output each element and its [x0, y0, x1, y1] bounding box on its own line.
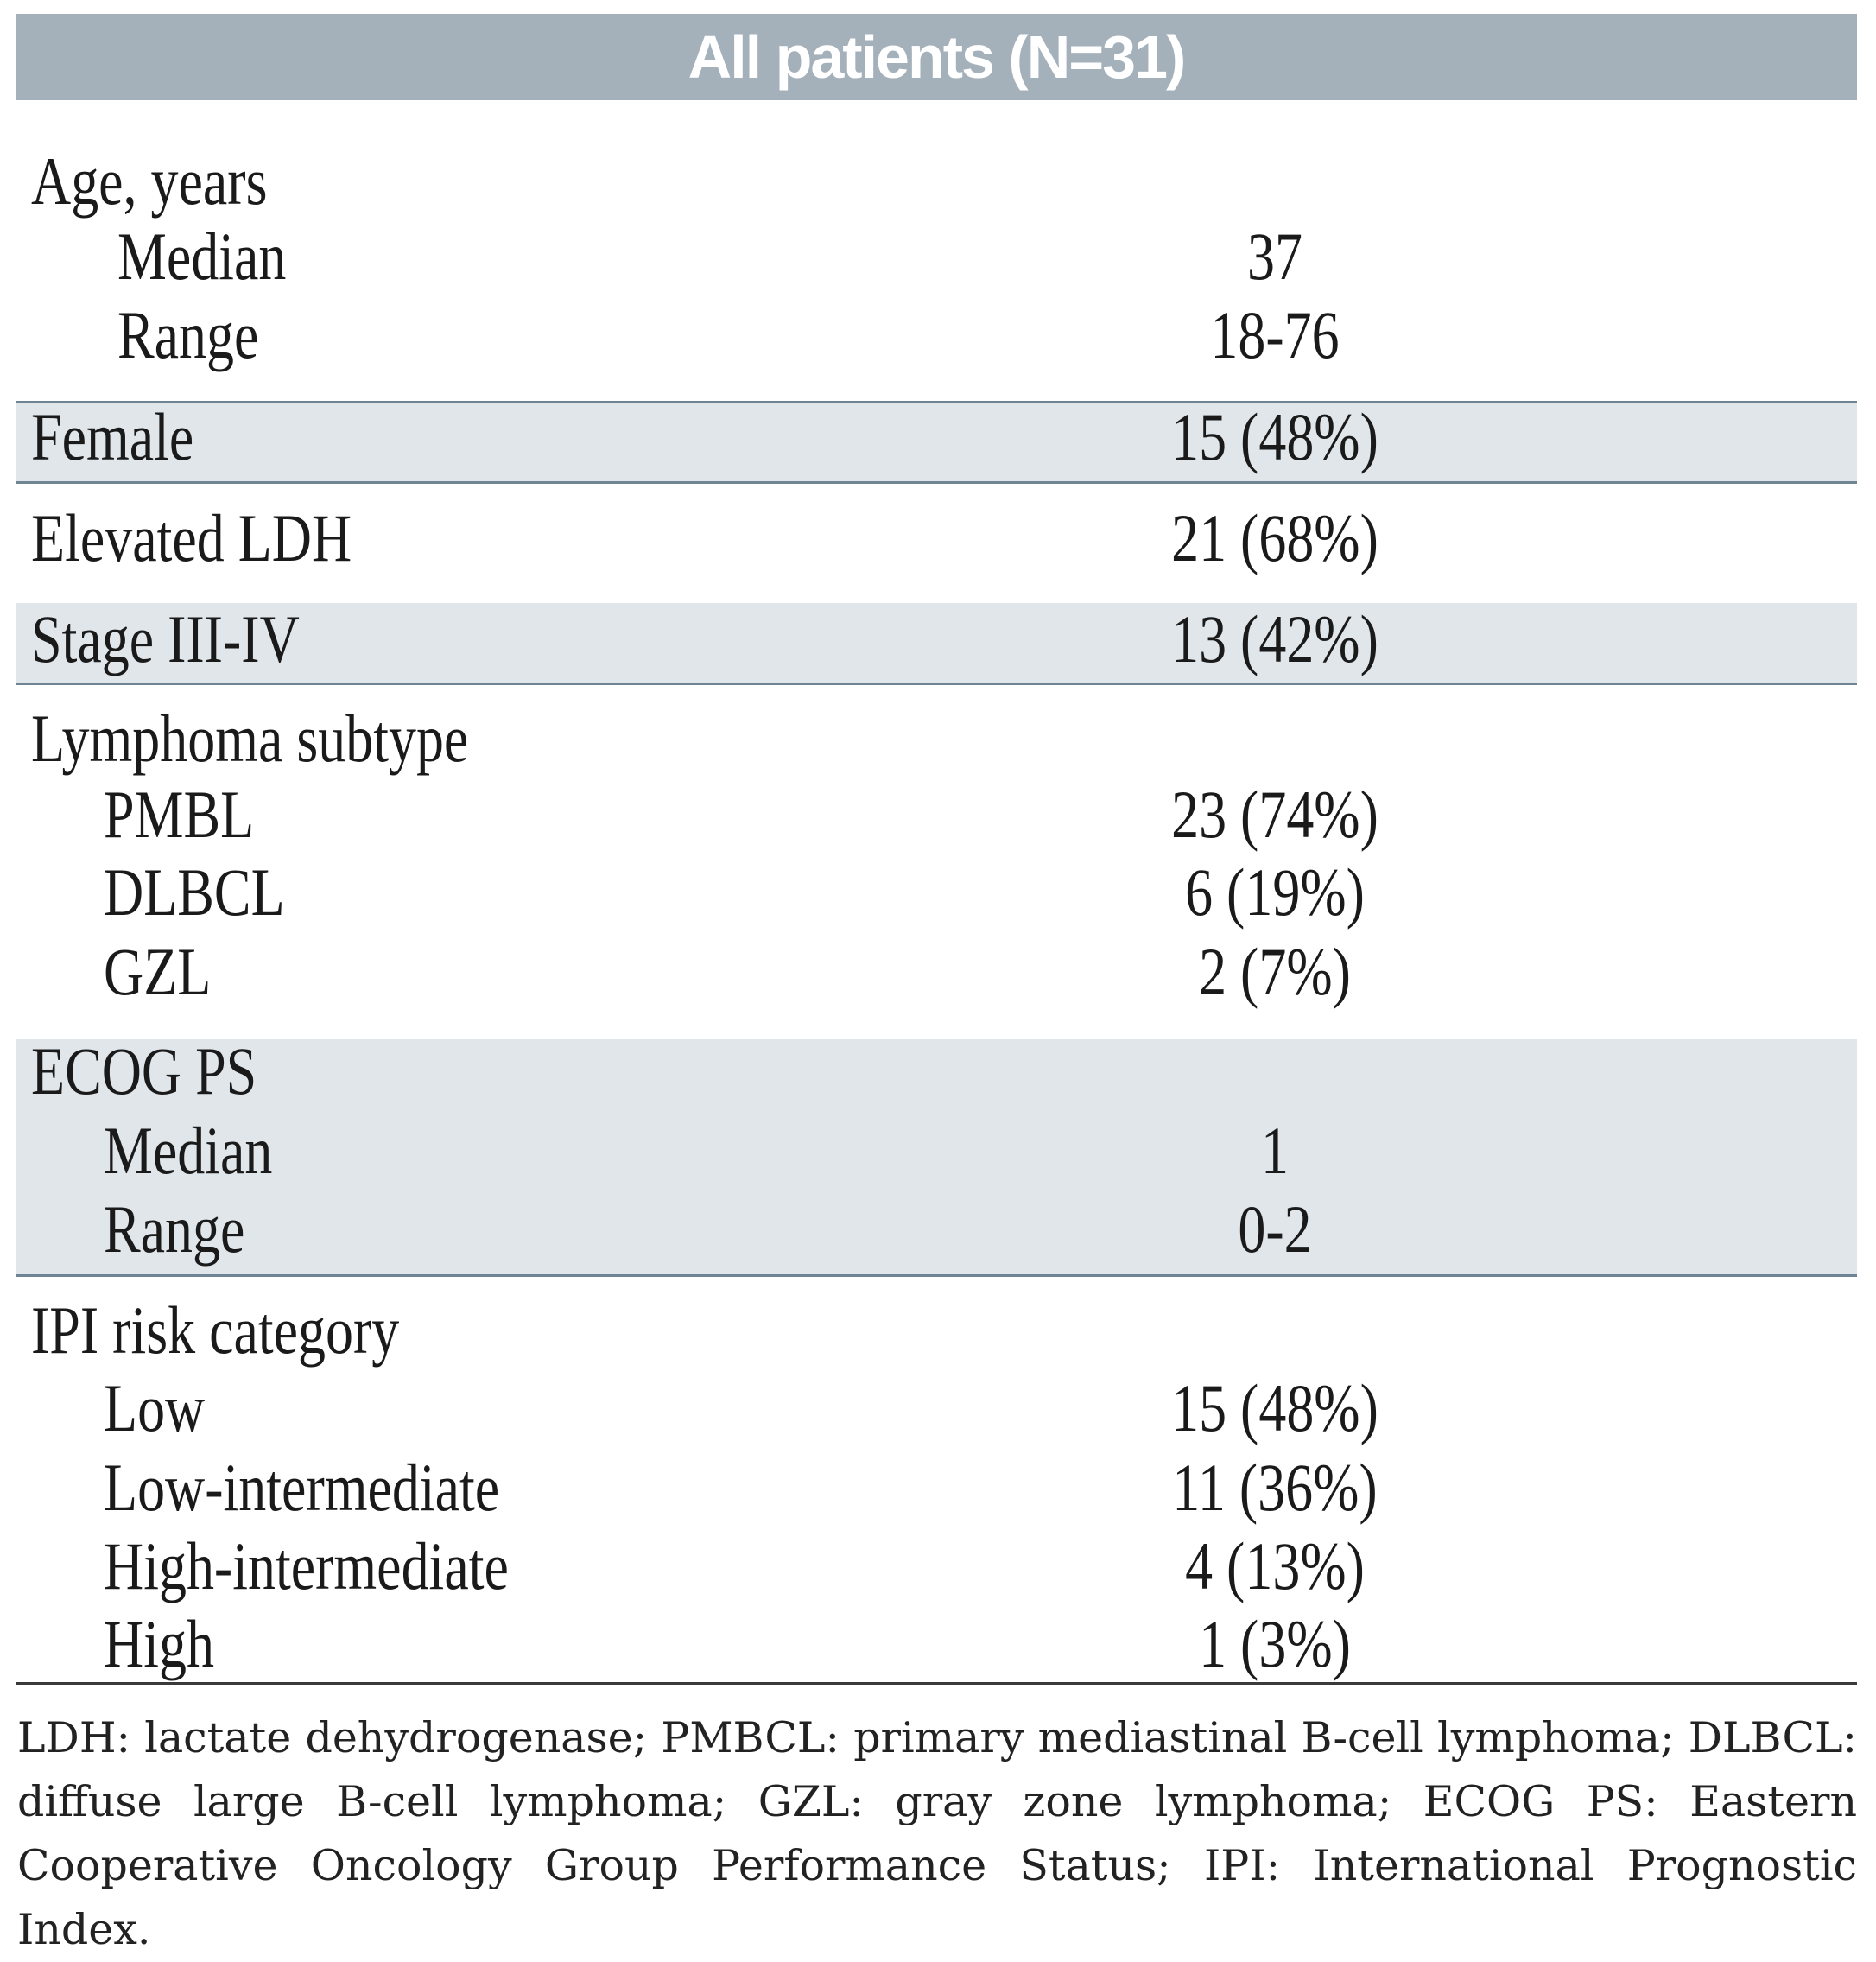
ecog-median-value: 1	[1261, 1113, 1289, 1188]
female-label: Female	[31, 399, 194, 474]
ecog-median-label: Median	[104, 1113, 273, 1188]
ecog-range-value: 0-2	[1238, 1191, 1312, 1267]
pmbl-value: 23 (74%)	[1171, 777, 1378, 852]
ldh-value: 21 (68%)	[1171, 500, 1378, 575]
dlbcl-value: 6 (19%)	[1185, 854, 1365, 930]
age-range-value: 18-76	[1210, 297, 1340, 372]
ipi-low-label: Low	[104, 1370, 206, 1445]
age-range-label: Range	[117, 297, 259, 372]
female-value: 15 (48%)	[1171, 399, 1378, 474]
ipi-label: IPI risk category	[31, 1292, 400, 1368]
subtype-label: Lymphoma subtype	[31, 701, 469, 776]
ipi-high-label: High	[104, 1606, 214, 1681]
ldh-label: Elevated LDH	[31, 500, 352, 575]
ipi-lowint-label: Low-intermediate	[104, 1450, 500, 1525]
gzl-label: GZL	[104, 934, 212, 1009]
table-header: All patients (N=31)	[16, 14, 1857, 100]
ipi-highint-label: High-intermediate	[104, 1528, 509, 1603]
gzl-value: 2 (7%)	[1199, 934, 1351, 1009]
stage-label: Stage III-IV	[31, 601, 300, 676]
female-row	[16, 403, 1857, 484]
ecog-range-label: Range	[104, 1191, 245, 1267]
ipi-lowint-value: 11 (36%)	[1172, 1450, 1378, 1525]
table-bottom-rule	[16, 1682, 1857, 1685]
ecog-section	[16, 1039, 1857, 1277]
ipi-high-value: 1 (3%)	[1199, 1606, 1351, 1681]
ipi-highint-value: 4 (13%)	[1185, 1528, 1365, 1603]
age-median-value: 37	[1247, 219, 1302, 294]
age-median-label: Median	[117, 219, 287, 294]
ecog-label: ECOG PS	[31, 1033, 257, 1108]
stage-value: 13 (42%)	[1171, 601, 1378, 676]
table-footnote: LDH: lactate dehydrogenase; PMBCL: primary mediastinal B-cell lymphoma; DLBCL: diffuse large B-cell lymphoma; GZL: gray zone lymphoma; ECOG PS: Eastern Cooperative Oncology Group Performance Status; IPI: International Prognostic Index.	[17, 1713, 1857, 1954]
dlbcl-label: DLBCL	[104, 854, 285, 930]
ipi-low-value: 15 (48%)	[1171, 1370, 1378, 1445]
age-label: Age, years	[31, 143, 268, 219]
pmbl-label: PMBL	[104, 777, 255, 852]
age-section	[16, 100, 1857, 403]
